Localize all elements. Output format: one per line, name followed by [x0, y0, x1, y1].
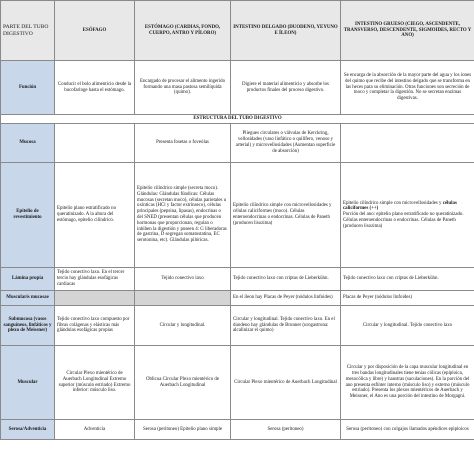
- epitelio-intestino-grueso: [341, 163, 474, 268]
- muscular-estomago: Oblicua Circular Plexo mientérico de Auerbach Longitudinal: [135, 346, 231, 420]
- submucosa-estomago: Circular y longitudinal.: [135, 306, 231, 346]
- submucosa-intestino-grueso: Circular y longitudinal. Tejido conectivo laxo: [341, 306, 474, 346]
- serosa-intestino-delgado: Serosa (peritoneo): [231, 420, 341, 440]
- row-funcion: [1, 61, 474, 115]
- serosa-intestino-grueso: Serosa (peritoneo) con colgajos llamados apéndices epiploicos: [341, 420, 474, 440]
- epitelio-estomago: Epitelio cilíndrico simple (secreta moco). Glándulas: Glándulas fúndicas: Células mucosas (secretan moco), células parietales u oxínticas (HCl y factor extrínseco), células principales (pepsina, lipasas), endocrinas o del SNED (presentan células que producen hormonas que proporcionan, regulan o inhiben la digestión y poseen 4: G liberadoras de gastrina, D segregan somatostatina, EC serotonina, etc). Glándulas pilóricas.: [135, 163, 231, 268]
- submucosa-esofago: Tejido conectivo laxo compuesto por fibras colágenas y elásticas más glándulas esofágicas propias: [55, 306, 135, 346]
- muscularis-estomago: [135, 291, 231, 306]
- row-band: [1, 115, 474, 124]
- muscular-intestino-delgado: Circular Plexo mientérico de Auerbach Longitudinal: [231, 346, 341, 420]
- lamina-estomago: Tejido conectivo laxo: [135, 268, 231, 291]
- submucosa-intestino-delgado: Circular y longitudinal. Tejido conectivo laxo. En el duodeno hay glándulas de Brunner (urogastrona: alcalinizar el quimo): [231, 306, 341, 346]
- row-label-submucosa: Submucosa (vasos sanguíneos, linfáticos y plexo de Meissner): [1, 306, 55, 346]
- row-submucosa: [1, 306, 474, 346]
- epitelio-esofago: Epitelio plano estratificado no queratinizado. A la altura del estómago, epitelio cilíndrico.: [55, 163, 135, 268]
- header-esofago: ESÓFAGO: [55, 1, 135, 61]
- muscularis-intestino-delgado: En el íleon hay Placas de Peyer (nódulos linfoides): [231, 291, 341, 306]
- epitelio-grueso-a: Epitelio cilíndrico simple con microvellosidades y: [343, 200, 442, 206]
- funcion-intestino-delgado: Digiere el material alimenticio y absorbe los productos finales del proceso digestivo.: [231, 61, 341, 115]
- muscularis-esofago: [55, 291, 135, 306]
- mucosa-intestino-delgado: Pliegues circulares o válvulas de Kerckring, vellosidades (vaso linfático o quilífero, venoso y arterial) y microvellosidades (Aumentan superficie de absorción): [231, 124, 341, 163]
- mucosa-estomago: Presenta fosetas o foveólas: [135, 124, 231, 163]
- muscular-intestino-grueso: Circular y por disposición de la capa muscular longitudinal en tres bandas longitudinales tiene tenias cólicas (epiploica, mesocólica y libre) y haustras (saculaciones). En la porción del ano presenta esfínter interno (músculo liso) y externo (músculo estriado). Presenta los plexos mientéricos de Auerbach y Meissner, el Ano es una porción del intestino de Morgagni.: [341, 346, 474, 420]
- structure-band-title: ESTRUCTURA DEL TUBO DIGESTIVO: [1, 115, 474, 124]
- header-intestino-grueso: INTESTINO GRUESO (CIEGO, ASCENDENTE, TRANSVERSO, DESCENDENTE, SIGMOIDES, RECTO Y ANO): [341, 1, 474, 61]
- row-label-epitelio: Epitelio de revestimiento: [1, 163, 55, 268]
- header-intestino-delgado: INTESTINO DELGADO (DUODENO, YEYUNO E ÍLEON): [231, 1, 341, 61]
- serosa-esofago: Adventicia: [55, 420, 135, 440]
- epitelio-intestino-delgado: Epitelio cilíndrico simple con microvellosidades y células caliciformes (moco). Células enteroendocrinas o endocrinas. Células de Paneth (producen lisozima): [231, 163, 341, 268]
- row-serosa: [1, 420, 474, 440]
- row-label-serosa: Serosa/Adventicia: [1, 420, 55, 440]
- epitelio-grueso-b: células caliciformes (++): [343, 200, 457, 212]
- row-epitelio: [1, 163, 474, 268]
- mucosa-intestino-grueso: [341, 124, 474, 163]
- row-label-funcion: Función: [1, 61, 55, 115]
- funcion-intestino-grueso: Se encarga de la absorción de la mayor parte del agua y los iones del quimo que recibe del intestino delgado que se transforma en las heces para su eliminación. Otras funciones son secreción de moco y completar la digestión. No se secretan enzimas digestivas.: [341, 61, 474, 115]
- row-label-muscularis: Muscularis mucosae: [1, 291, 55, 306]
- row-label-lamina: Lámina propia: [1, 268, 55, 291]
- header-estomago: ESTÓMAGO (CARDIAS, FONDO, CUERPO, ANTRO Y PÍLORO): [135, 1, 231, 61]
- funcion-estomago: Encargado de procesar el alimento ingerido formando una masa pastosa semilíquida (quimo).: [135, 61, 231, 115]
- header-part: PARTE DEL TUBO DIGESTIVO: [1, 1, 55, 61]
- row-lamina: [1, 268, 474, 291]
- muscularis-intestino-grueso: Placas de Peyer (nódulos linfoides): [341, 291, 474, 306]
- serosa-estomago: Serosa (peritoneo) Epitelio plano simple: [135, 420, 231, 440]
- row-muscular: [1, 346, 474, 420]
- row-label-mucosa: Mucosa: [1, 124, 55, 163]
- lamina-intestino-grueso: Tejido conectivo laxo con criptas de Lieberkühn.: [341, 268, 474, 291]
- row-label-muscular: Muscular: [1, 346, 55, 420]
- lamina-intestino-delgado: Tejido conectivo laxo con criptas de Lieberkühn.: [231, 268, 341, 291]
- muscular-esofago: Circular Plexo mientérico de Auerbach Longitudinal Extremo superior (músculo estriado) Extremo inferior: músculo liso.: [55, 346, 135, 420]
- funcion-esofago: Conducir el bolo alimenticio desde la bucofaringe hasta el estómago.: [55, 61, 135, 115]
- header-row: [1, 1, 474, 61]
- mucosa-esofago: [55, 124, 135, 163]
- row-muscularis: [1, 291, 474, 306]
- row-mucosa: [1, 124, 474, 163]
- lamina-esofago: Tejido conectivo laxo. En el tercer tercio hay glándulas esofágicas cardiacas: [55, 268, 135, 291]
- epitelio-grueso-c: Porción del ano: epitelio plano estratificado no queratinizado. Células enteroendocrinas o endocrinas. Células de Paneth (producen lisozima): [343, 212, 464, 229]
